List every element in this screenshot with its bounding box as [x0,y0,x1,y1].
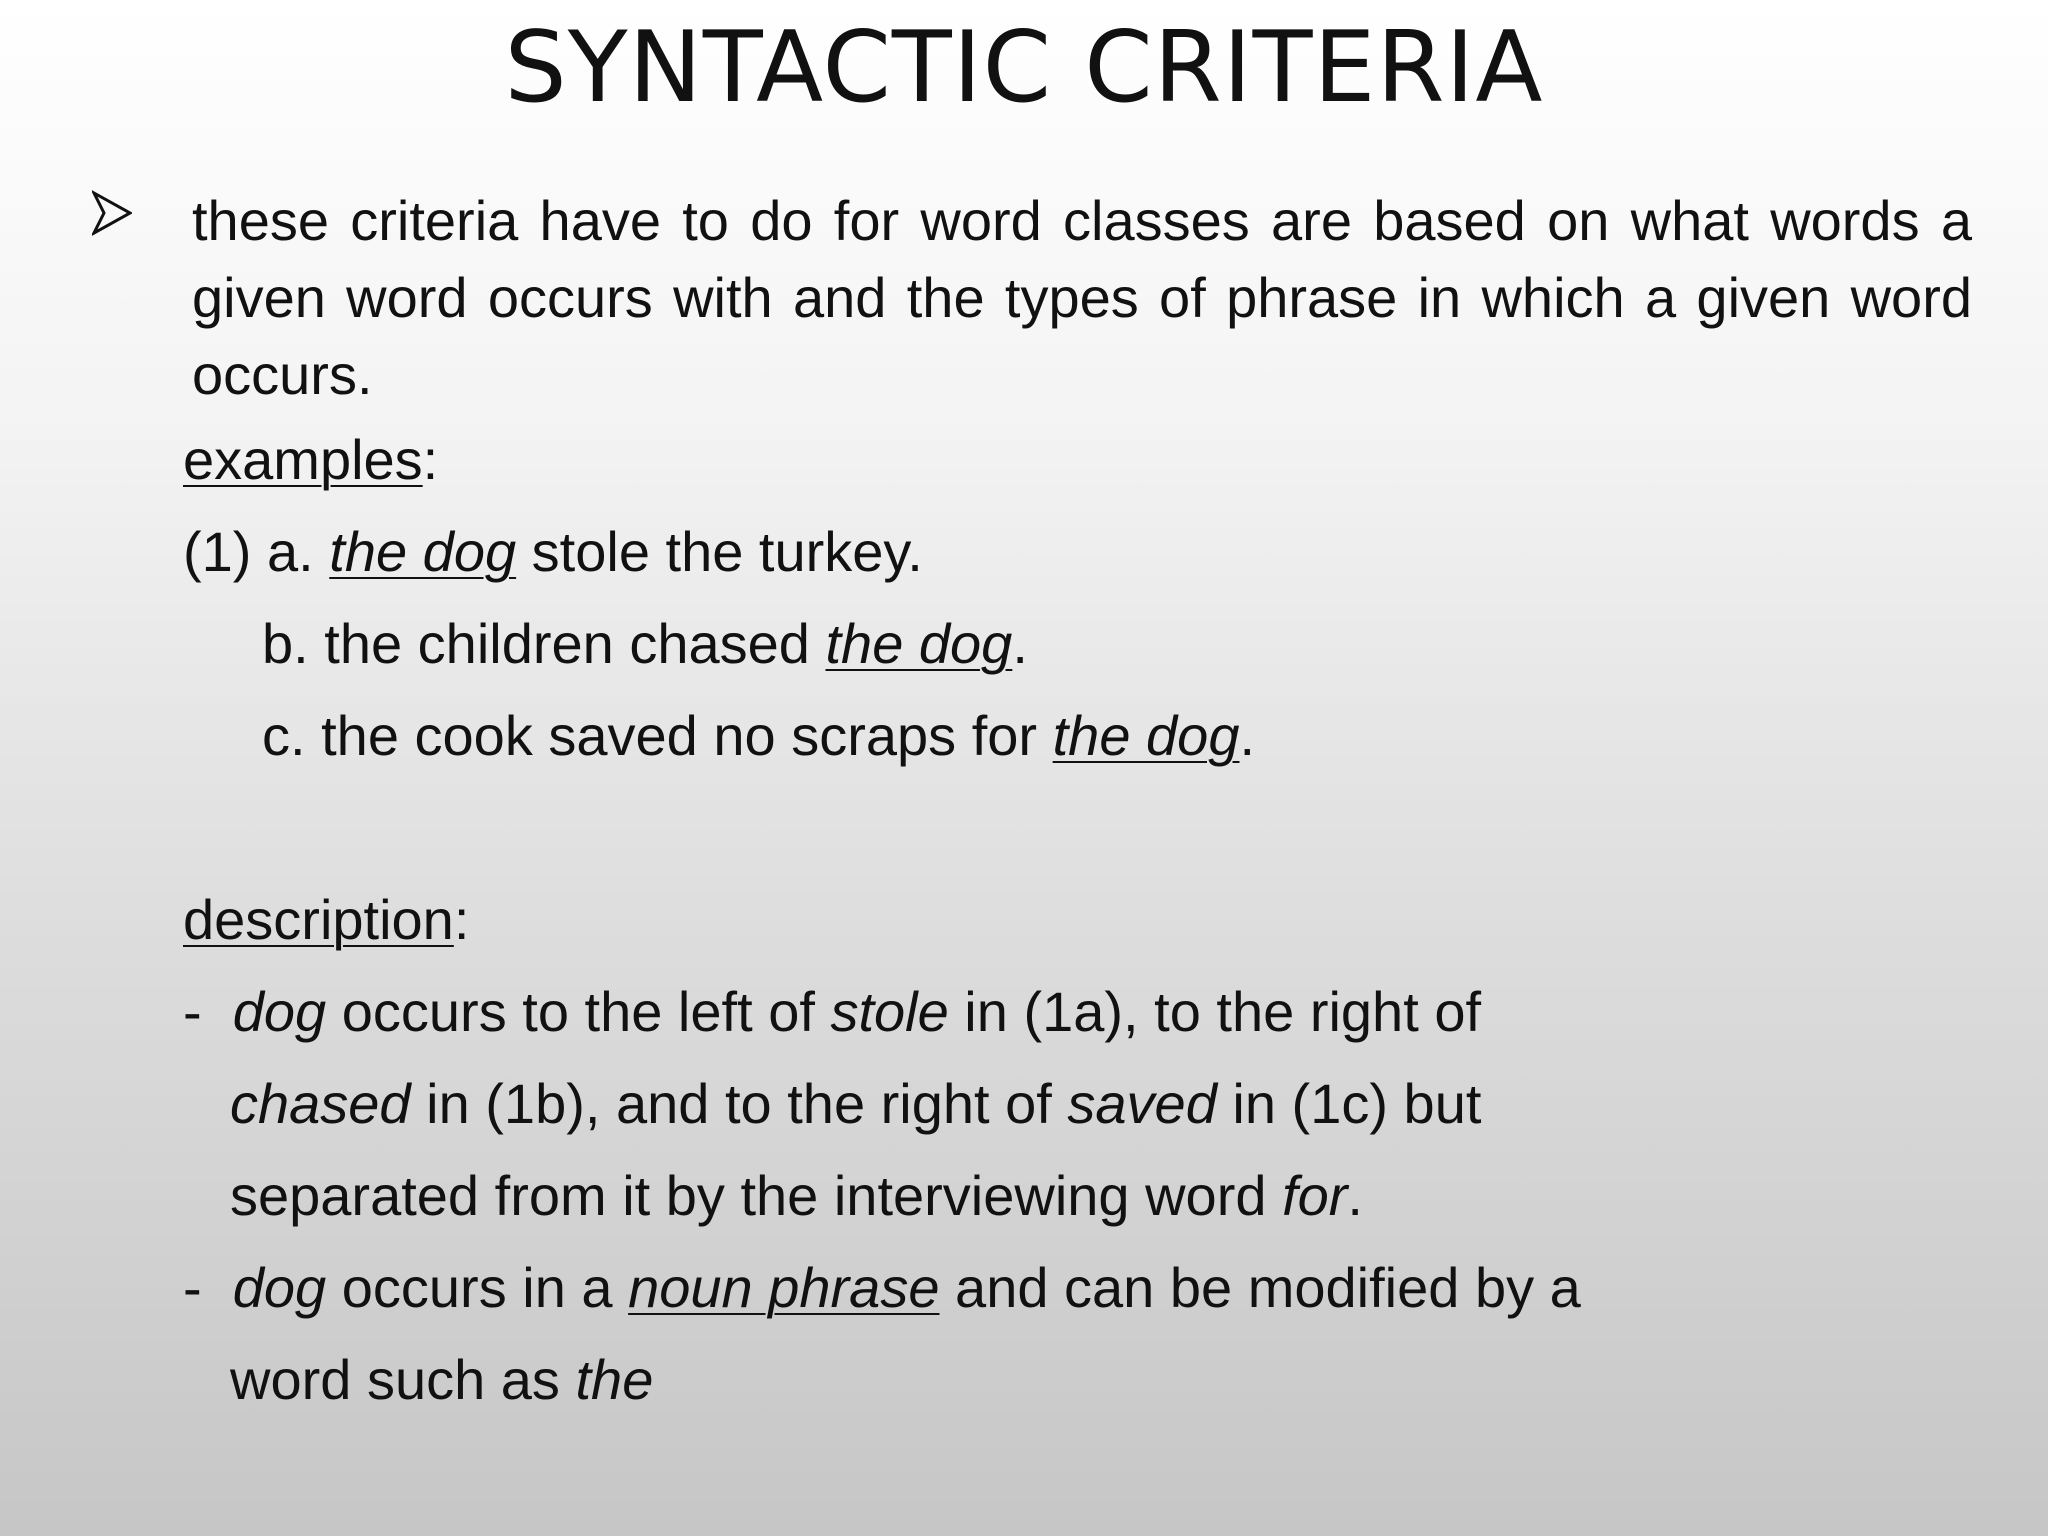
term-noun-phrase: noun phrase [628,1256,940,1319]
text: in (1c) but [1216,1072,1482,1135]
term-for: for [1282,1164,1348,1227]
description-item-1-line-2 [230,1068,1481,1140]
text: occurs in a [326,1256,629,1319]
description-heading-label: description [183,888,454,951]
example-1a-prefix: (1) a. [183,520,330,583]
arrowhead-bullet-icon [92,190,132,236]
description-item-2-line-2 [230,1344,653,1416]
example-1a-rest: stole the turkey. [516,520,923,583]
example-1b-prefix: b. the children chased [262,612,826,675]
term-saved: saved [1067,1072,1217,1135]
text: occurs to the left of [326,980,831,1043]
examples-heading [183,424,438,496]
example-1b-rest: . [1012,612,1028,675]
description-item-1-line-3 [230,1160,1363,1232]
term-chased: chased [230,1072,411,1135]
dash: - [183,980,233,1043]
description-item-2-line-1 [183,1252,1581,1324]
examples-heading-colon: : [422,428,439,491]
text: . [1347,1164,1363,1227]
example-1a-np: the dog [329,520,517,583]
text: word such as [230,1348,576,1411]
intro-paragraph: these criteria have to do for word classes are based on what words a given word occurs with and the types of phrase in which a given word occurs. [192,189,1972,406]
example-1c-prefix: c. the cook saved no scraps for [262,704,1053,767]
text: in (1b), and to the right of [410,1072,1068,1135]
description-item-1-line-1 [183,976,1481,1048]
example-1b [262,608,1028,680]
example-1c [262,700,1255,772]
example-1c-np: the dog [1052,704,1240,767]
example-1a [183,516,923,588]
example-1b-np: the dog [825,612,1013,675]
slide-title: SYNTACTIC CRITERIA [504,11,1544,125]
term-the: the [575,1348,654,1411]
term-stole: stole [830,980,949,1043]
term-dog: dog [232,1256,327,1319]
text: and can be modified by a [939,1256,1581,1319]
text: separated from it by the interviewing word [230,1164,1283,1227]
text: in (1a), to the right of [948,980,1482,1043]
dash: - [183,1256,233,1319]
term-dog: dog [232,980,327,1043]
description-heading [183,884,469,956]
examples-heading-label: examples [183,428,423,491]
example-1c-rest: . [1239,704,1256,767]
description-heading-colon: : [453,888,470,951]
